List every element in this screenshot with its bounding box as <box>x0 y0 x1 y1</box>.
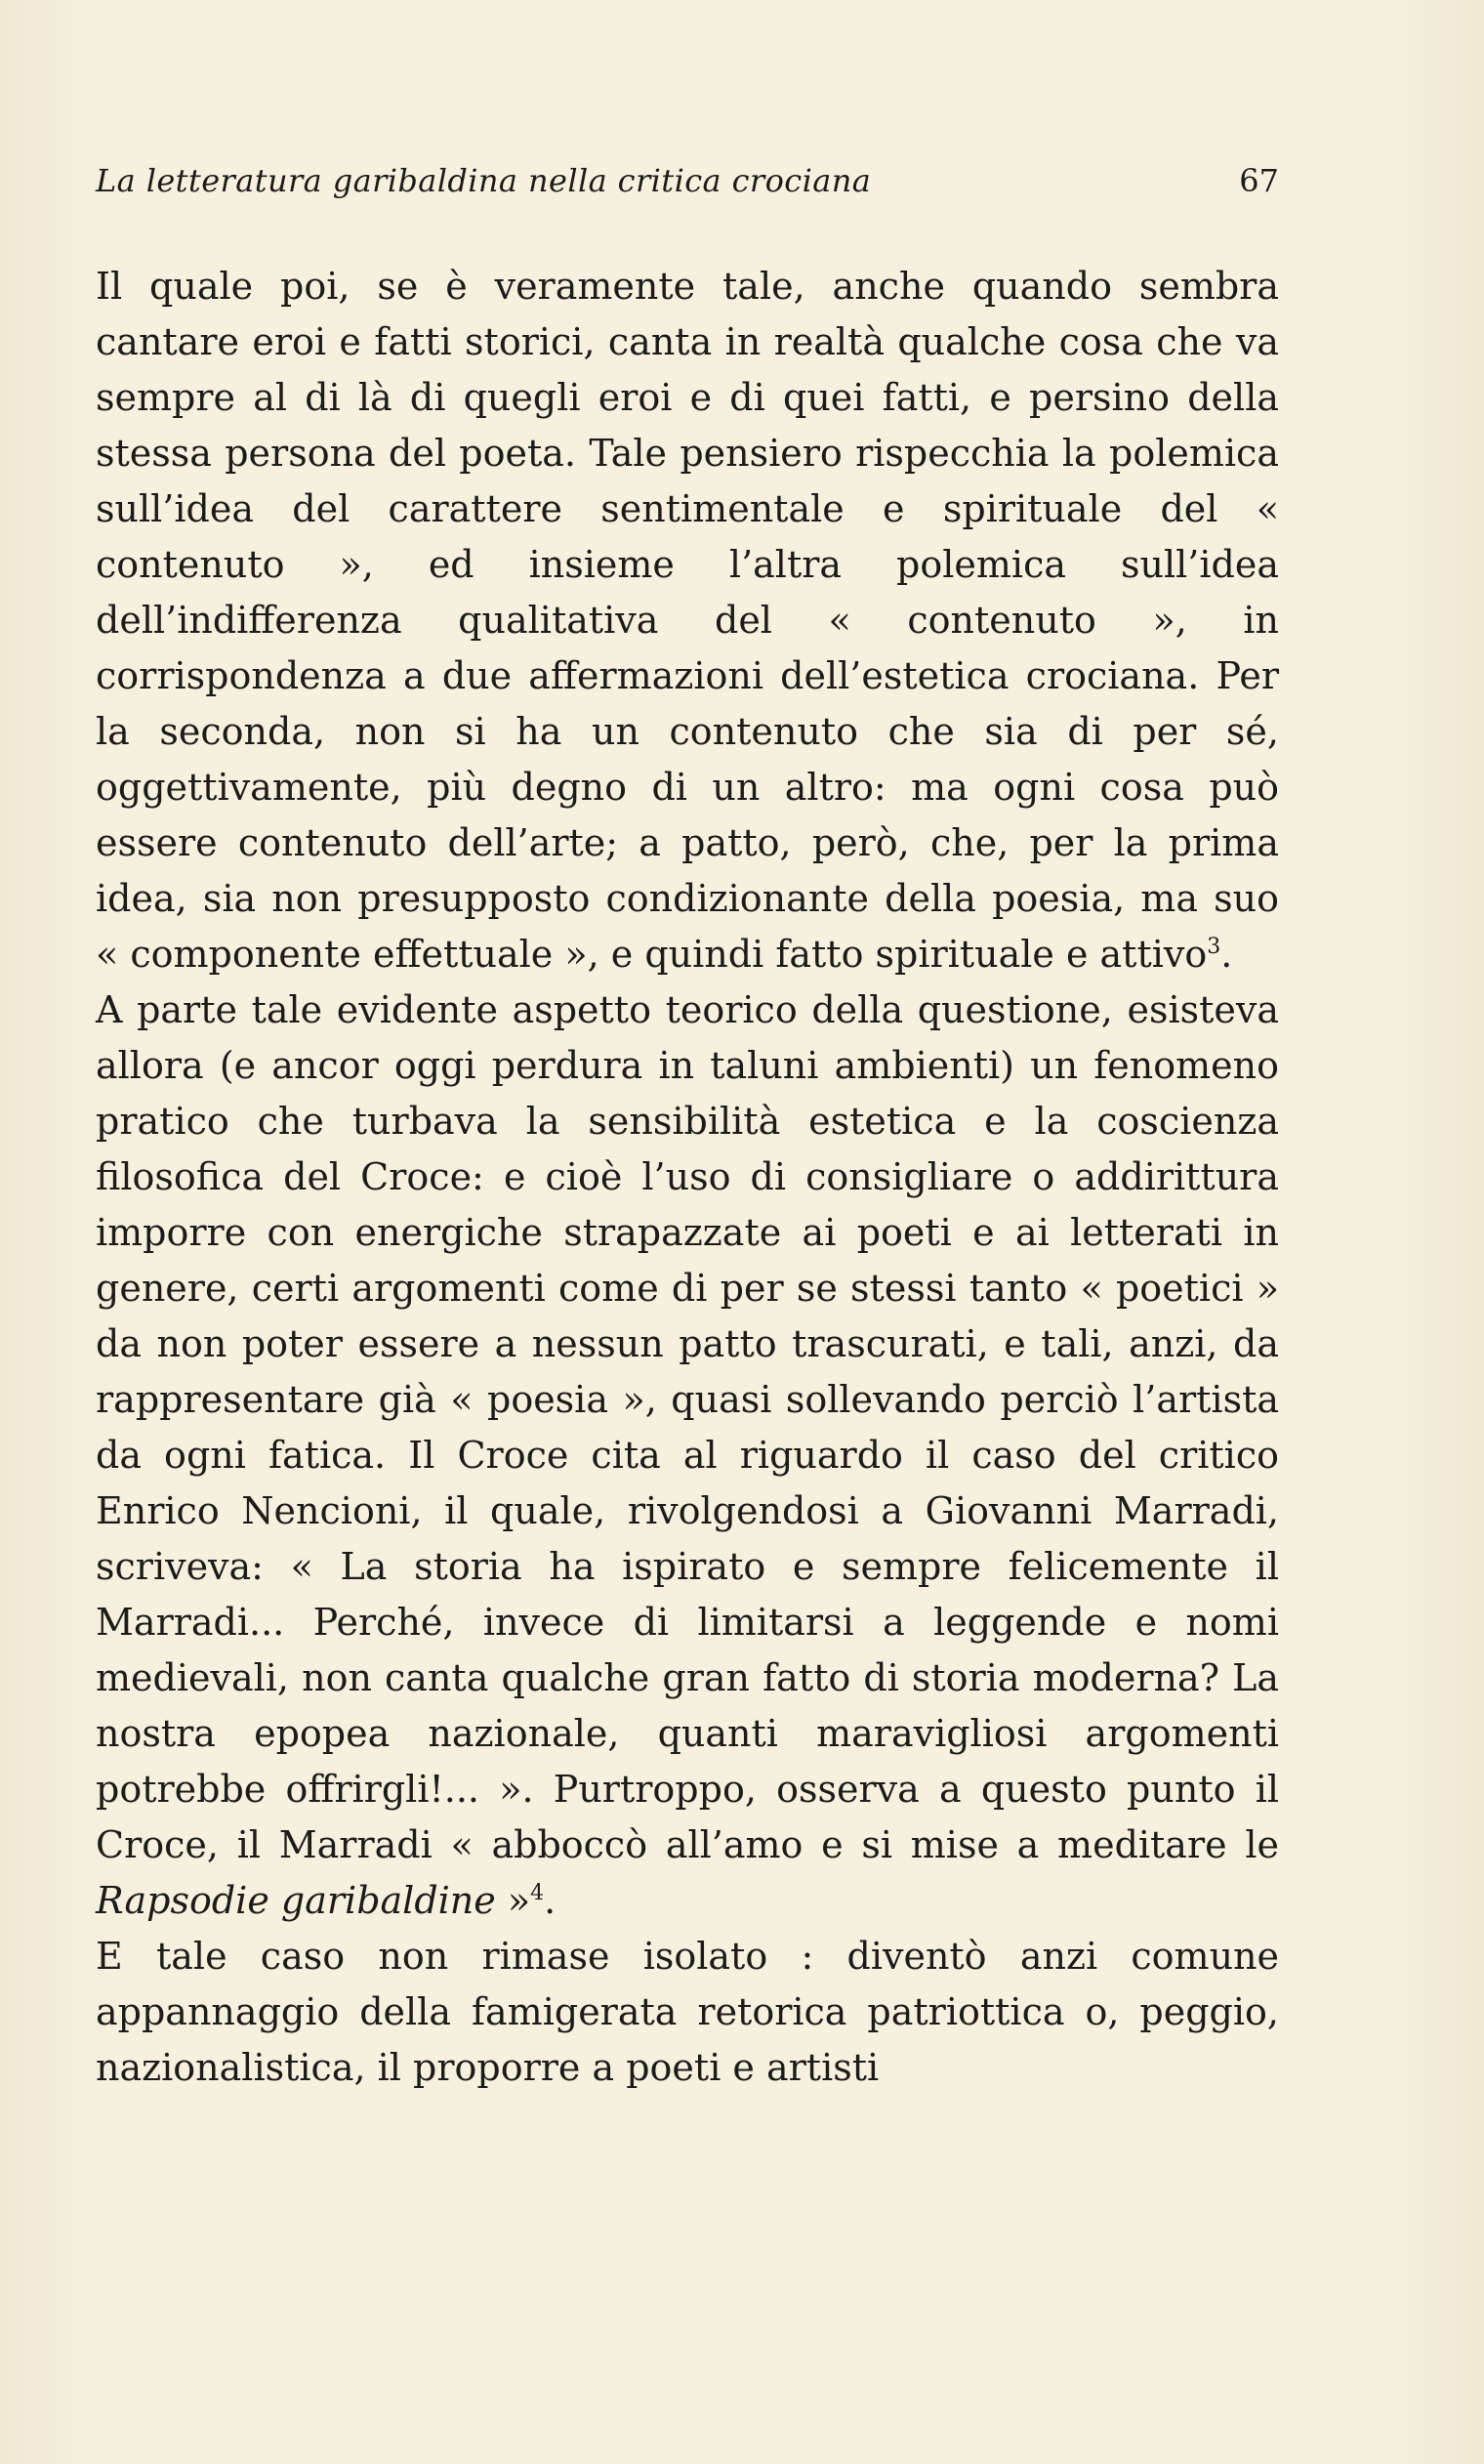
paragraph <box>96 1929 1279 2096</box>
running-head <box>96 159 1279 202</box>
paragraph-text: A parte tale evidente aspetto teorico della questione, esisteva allora (e ancor oggi perdura in taluni ambienti) un fenomeno pratico che turbava la sensibilità estetica e la coscienza filosofica del Croce: e cioè l’uso di consigliare o addirittura imporre con energiche strapazzate ai poeti e ai letterati in genere, certi argomenti come di per se stessi tanto « poetici » da non poter essere a nessun patto trascurati, e tali, anzi, da rappresentare già « poesia », quasi sollevando perciò l’artista da ogni fatica. Il Croce cita al riguardo il caso del critico Enrico Nencioni, il quale, rivolgendosi a Giovanni Marradi, scriveva: « La storia ha ispirato e sempre felicemente il Marradi... Perché, invece di limitarsi a leggende e nomi medievali, non canta qualche gran fatto di storia moderna? La nostra epopea nazionale, quanti maravigliosi argomenti potrebbe offrirgli!... ». Purtroppo, osserva a questo punto il Croce, il Marradi « abboccò all’amo e si mise a meditare le <box>96 988 1279 1866</box>
footnote-ref: 4 <box>530 1881 545 1905</box>
paragraph-text: . <box>1220 933 1233 976</box>
paragraph <box>96 259 1279 982</box>
footnote-ref: 3 <box>1207 935 1221 959</box>
page-number: 67 <box>1239 162 1279 199</box>
paragraph-text: Il quale poi, se è veramente tale, anche quando sembra cantare eroi e fatti storici, canta in realtà qualche cosa che va sempre al di là di quegli eroi e di quei fatti, e persino della stessa persona del poeta. Tale pensiero rispecchia la polemica sull’idea del carattere sentimentale e spirituale del « contenuto », ed insieme l’altra polemica sull’idea dell’indifferenza qualitativa del « contenuto », in corrispondenza a due affermazioni dell’estetica crociana. Per la seconda, non si ha un contenuto che sia di per sé, oggettivamente, più degno di un altro: ma ogni cosa può essere contenuto dell’arte; a patto, però, che, per la prima idea, sia non presupposto condizionante della poesia, ma suo « componente effettuale », e quindi fatto spirituale e attivo <box>96 265 1279 976</box>
running-title: La letteratura garibaldina nella critica crociana <box>96 162 872 199</box>
paragraph <box>96 982 1279 1929</box>
paragraph-text: » <box>495 1879 531 1922</box>
body-text <box>96 259 1279 2096</box>
paragraph-text: E tale caso non rimase isolato : diventò anzi comune appannaggio della famigerata retorica patriottica o, peggio, nazionalistica, il proporre a poeti e artisti <box>96 1935 1279 2089</box>
paragraph-text: . <box>544 1879 556 1922</box>
book-title: Rapsodie garibaldine <box>96 1879 496 1922</box>
